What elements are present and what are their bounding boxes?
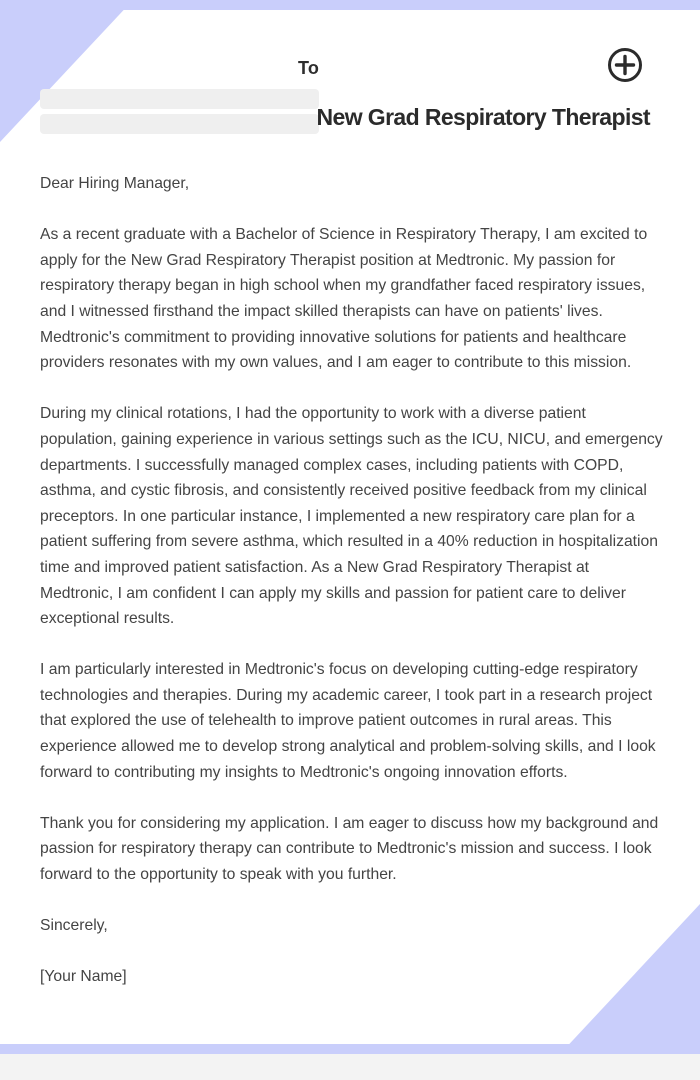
page-bottom-margin	[0, 1054, 700, 1080]
recipient-address-line-2[interactable]	[40, 114, 319, 134]
signature: [Your Name]	[40, 968, 127, 986]
letter-paragraph-1: As a recent graduate with a Bachelor of Science in Respiratory Therapy, I am excited to apply for the New Grad Respiratory Therapist position at Medtronic. My passion for respiratory therapy began in high school when my grandfather faced respiratory issues, and I witnessed firsthand the impact skilled therapists can have on patients' lives. Medtronic's commitment to providing innovative solutions for patients and healthcare providers resonates with my own values, and I am eager to contribute to this mission.	[40, 226, 648, 372]
letter-paragraph-3: I am particularly interested in Medtronic's focus on developing cutting-edge respiratory technologies and therapies. During my academic career, I took part in a research project that explored the use of telehealth to improve patient outcomes in rural areas. This experience allowed me to develop strong analytical and problem-solving skills, and I look forward to contributing my insights to Medtronic's ongoing innovation efforts.	[40, 661, 656, 781]
recipient-address-line-1[interactable]	[40, 89, 319, 109]
job-title-heading: New Grad Respiratory Therapist	[316, 104, 650, 130]
letter-paragraph-2: During my clinical rotations, I had the opportunity to work with a diverse patient population, gaining experience in various settings such as the ICU, NICU, and emergency departments. I successfully managed complex cases, including patients with COPD, asthma, and cystic fibrosis, and consistently received positive feedback from my clinical preceptors. In one particular instance, I implemented a new respiratory care plan for a patient suffering from severe asthma, which resulted in a 40% reduction in hospitalization time and improved patient satisfaction. As a New Grad Respiratory Therapist at Medtronic, I am confident I can apply my skills and passion for patient care to deliver exceptional results.	[40, 405, 663, 628]
top-accent-band	[0, 0, 700, 10]
circle-plus-icon[interactable]	[607, 47, 643, 83]
recipient-to-label: To	[298, 58, 320, 78]
letter-paragraph-4: Thank you for considering my application. I am eager to discuss how my background and passion for respiratory therapy can contribute to Medtronic's mission and success. I look forward to the opportunity to speak with you further.	[40, 814, 659, 884]
salutation: Dear Hiring Manager,	[40, 175, 190, 192]
bottom-accent-band	[0, 1044, 700, 1054]
letter-body	[40, 171, 666, 990]
closing: Sincerely,	[40, 917, 108, 935]
